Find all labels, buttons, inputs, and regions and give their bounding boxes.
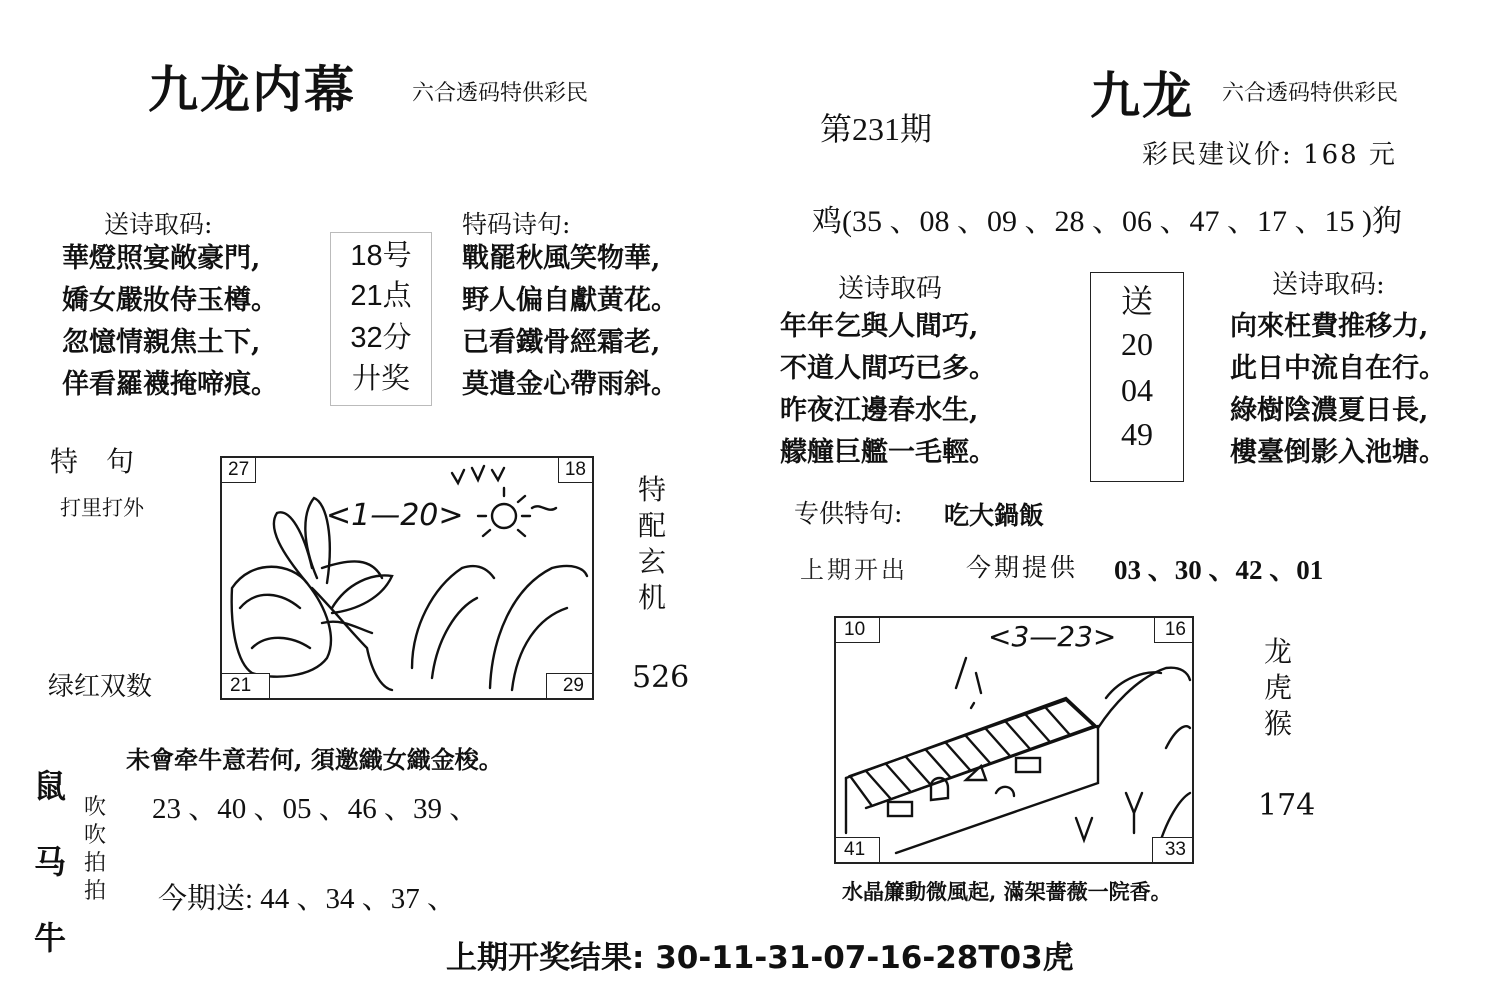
right-subtitle: 六合透码特供彩民 [1222, 81, 1399, 106]
right-poem1-line: 艨艟巨艦一毛輕。 [780, 437, 996, 468]
right-poem2-header: 送诗取码: [1272, 270, 1385, 300]
right-picture-num-br: 33 [1152, 837, 1193, 863]
send-box [1090, 272, 1184, 482]
special-poem [462, 238, 678, 406]
left-side-char: 特 [638, 473, 667, 506]
left-title: 九龙内幕 [148, 61, 356, 119]
lvhong-text: 绿红双数 [48, 672, 153, 702]
left-number-row: 23 、40 、05 、46 、39 、 [152, 793, 479, 825]
zhuan-text: 吃大鍋飯 [944, 501, 1045, 530]
zodiac-char: 鼠 [34, 767, 67, 805]
right-picture-num-bl: 41 [835, 837, 880, 863]
hint-box-line: 21点 [350, 280, 412, 312]
right-side-vertical [1264, 634, 1292, 742]
left-picture-scribble: <1—20> [326, 498, 464, 533]
zodiac-char: 牛 [34, 919, 67, 957]
left-poem-header: 送诗取码: [104, 210, 213, 239]
special-header: 特码诗句: [462, 210, 571, 239]
right-poem2-line: 樓臺倒影入池塘。 [1230, 437, 1446, 468]
footer-result: 上期开奖结果: 30-11-31-07-16-28T03虎 [446, 940, 1074, 976]
right-poem1 [780, 306, 996, 474]
right-sketch [836, 618, 1192, 862]
shangqi-label: 上期开出 [800, 556, 908, 584]
right-title: 九龙 [1090, 67, 1194, 125]
left-picture-num-tr: 18 [558, 457, 593, 483]
left-picture [220, 456, 594, 700]
chui-vertical [84, 794, 106, 906]
left-subtitle: 六合透码特供彩民 [412, 81, 589, 106]
right-line-text: 水晶簾動微風起, 滿架薔薇一院香。 [842, 879, 1172, 904]
zhuan-label: 专供特句: [794, 499, 903, 528]
left-side-char: 机 [638, 581, 667, 614]
chui-char: 吹 [84, 823, 107, 848]
right-picture-num-tl: 10 [835, 617, 880, 643]
send-box-line: 送 [1120, 283, 1153, 319]
right-side-char: 虎 [1264, 671, 1293, 704]
tese-label: 特 句 [50, 445, 135, 478]
special-poem-line: 莫遣金心帶雨斜。 [462, 369, 678, 400]
right-poem2-line: 向來枉費推移力, [1230, 311, 1429, 342]
right-poem1-line: 不道人間巧已多。 [780, 353, 996, 384]
left-side-char: 玄 [638, 545, 667, 578]
zodiac-char: 马 [34, 843, 67, 881]
issue-number: 第231期 [820, 111, 933, 147]
right-poem1-line: 年年乞與人間巧, [780, 311, 979, 342]
left-line-text: 未會牵牛意若何, 須邀織女織金梭。 [126, 745, 503, 774]
left-jinqi-text: 今期送: 44 、34 、37 、 [158, 883, 457, 915]
right-poem1-header: 送诗取码 [838, 274, 943, 304]
hint-box-line: 廾奖 [351, 363, 410, 395]
right-picture-scribble: <3—23> [988, 620, 1117, 653]
right-picture-num-tr: 16 [1154, 617, 1193, 643]
send-box-line: 04 [1121, 372, 1153, 408]
send-box-line: 20 [1121, 326, 1153, 362]
right-picture [834, 616, 1194, 864]
left-poem-line: 嬌女嚴妝侍玉樽。 [62, 285, 278, 316]
left-picture-num-bl: 21 [221, 673, 270, 699]
send-box-line: 49 [1121, 416, 1153, 452]
special-poem-line: 已看鐵骨經霜老, [462, 327, 661, 358]
right-poem1-line: 昨夜江邊春水生, [780, 395, 979, 426]
left-side-number: 526 [632, 660, 690, 695]
tese-text: 打里打外 [60, 496, 144, 520]
special-poem-line: 戰罷秋風笑物華, [462, 243, 661, 274]
left-poem-line: 忽憶情親焦土下, [62, 327, 261, 358]
right-poem2-line: 此日中流自在行。 [1230, 353, 1446, 384]
left-poem [62, 238, 278, 406]
left-picture-num-br: 29 [546, 673, 593, 699]
left-poem-line: 佯看羅襪掩啼痕。 [62, 369, 278, 400]
right-poem2-line: 綠樹陰濃夏日長, [1230, 395, 1429, 426]
range-line: 鸡(35 、08 、09 、28 、06 、47 、17 、15 )狗 [812, 205, 1402, 238]
hint-box-line: 32分 [350, 322, 412, 354]
right-side-char: 猴 [1264, 707, 1293, 740]
jinqi-numbers: 03 、30 、42 、01 [1114, 555, 1324, 585]
price-text: 彩民建议价: 168 元 [1142, 140, 1397, 170]
left-picture-num-tl: 27 [221, 457, 256, 483]
chui-char: 吹 [84, 795, 107, 820]
left-side-vertical [638, 472, 666, 616]
left-sketch [222, 458, 592, 698]
right-side-number: 174 [1258, 788, 1316, 823]
hint-box [330, 232, 432, 406]
right-side-char: 龙 [1264, 635, 1293, 668]
chui-char: 拍 [84, 879, 107, 904]
chui-char: 拍 [84, 851, 107, 876]
jinqi-label: 今期提供 [966, 553, 1079, 582]
hint-box-line: 18号 [350, 240, 412, 272]
left-side-char: 配 [638, 509, 667, 542]
right-poem2 [1230, 306, 1446, 474]
special-poem-line: 野人偏自獻黄花。 [462, 285, 678, 316]
left-poem-line: 華燈照宴敞豪門, [62, 243, 261, 274]
zodiac-vertical [34, 748, 66, 976]
